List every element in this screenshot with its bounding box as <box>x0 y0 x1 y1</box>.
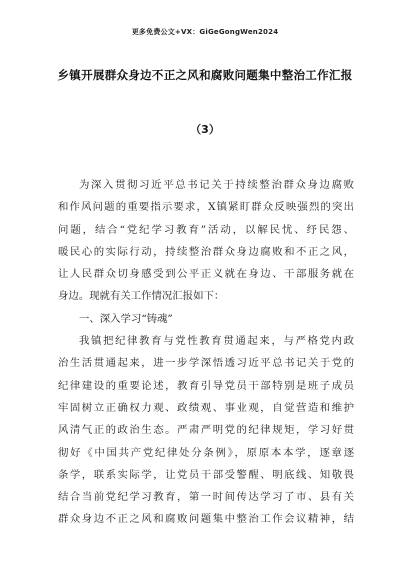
body-line: 纪律建设的重要论述，教育引导党员干部特别是班子成员 <box>58 379 354 392</box>
document-subtitle: （3） <box>190 123 220 136</box>
body-line: 让人民群众切身感受到公平正义就在身边、干部服务就在 <box>58 268 354 281</box>
body-line: 条学，联系实际学，让党员干部受警醒、明底线、知敬畏 <box>58 468 354 481</box>
document-title: 乡镇开展群众身边不正之风和腐败问题集中整治工作汇报 <box>57 68 353 82</box>
body-line: 彻好《中国共产党纪律处分条例》，原原本本学，逐章逐 <box>58 446 354 459</box>
body-line: 我镇把纪律教育与党性教育贯通起来，与严格党内政 <box>79 335 354 348</box>
body-line: 为深入贯彻习近平总书记关于持续整治群众身边腐败 <box>79 179 354 191</box>
body-line: 一、深入学习“铸魂” <box>79 312 173 325</box>
body-line: 身边。现就有关工作情况汇报如下： <box>58 290 225 303</box>
body-line: 结合当前党纪学习教育，第一时间传达学习了市、县有关 <box>58 491 354 504</box>
body-line: 治生活贯通起来，进一步学深悟透习近平总书记关于党的 <box>58 357 354 370</box>
header-note: 更多免费公文+VX：GiGeGongWen2024 <box>131 28 279 36</box>
body-line: 风清气正的政治生态。严肃严明党的纪律规矩，学习好贯 <box>58 424 354 437</box>
body-line: 群众身边不正之风和腐败问题集中整治工作会议精神，结 <box>58 513 354 526</box>
document-body <box>58 174 354 531</box>
body-line: 和作风问题的重要指示要求，X镇紧盯群众反映强烈的突出 <box>58 201 354 214</box>
body-line: 暖民心的实际行动，持续整治群众身边腐败和不正之风， <box>58 245 354 258</box>
body-line: 牢固树立正确权力观、政绩观、事业观，自觉营造和维护 <box>58 401 354 414</box>
body-line: 问题，结合“党纪学习教育”活动，以解民忧、纾民怨、 <box>58 223 354 236</box>
